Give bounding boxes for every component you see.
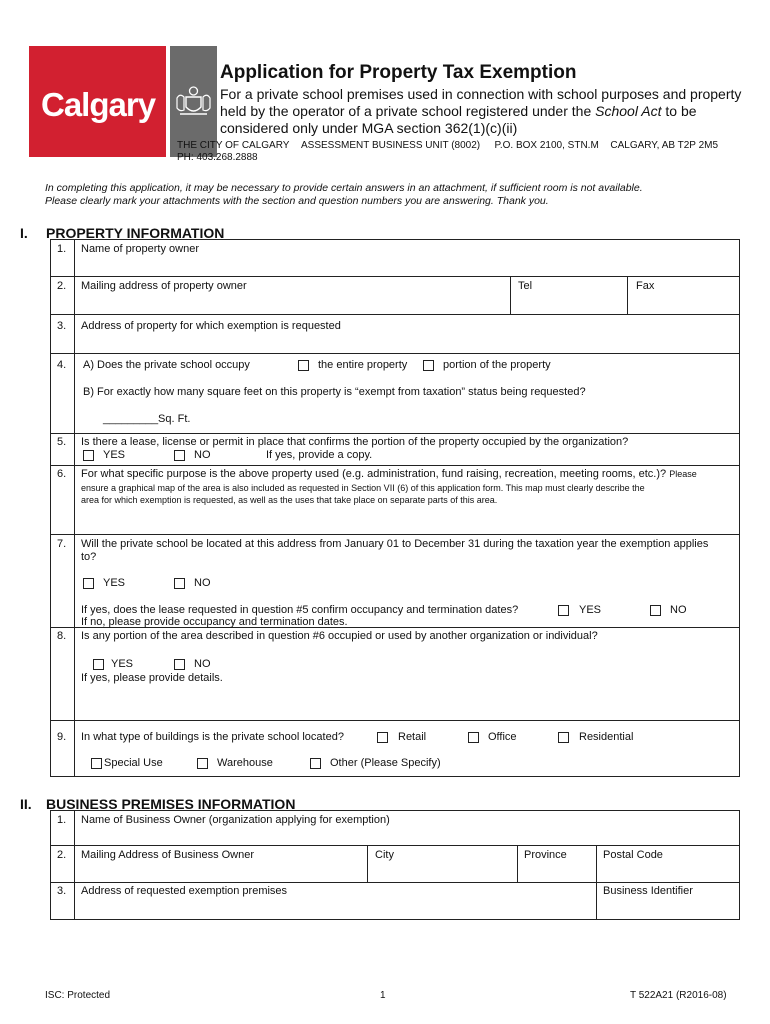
q7-followup-no-checkbox[interactable]: [650, 605, 661, 616]
q2-number: 2.: [57, 280, 67, 292]
property-purpose-label: For what specific purpose is the above property used (e.g. administration, fund raising, recreation, meeting rooms, etc.)? Please: [81, 468, 697, 480]
q5-yes-checkbox[interactable]: [83, 450, 94, 461]
footer-page-number: 1: [380, 990, 386, 1001]
q7-question-line1: Will the private school be located at this address from January 01 to December 31 during the taxation year the exemption applies: [81, 538, 709, 550]
q8-note: If yes, please provide details.: [81, 672, 223, 684]
business-postal-code-label: Postal Code: [603, 849, 663, 861]
residential-label: Residential: [579, 731, 634, 743]
q5-note: If yes, provide a copy.: [266, 449, 373, 461]
business-mailing-address-label: Mailing Address of Business Owner: [81, 849, 255, 861]
q5-no-label: NO: [194, 449, 211, 461]
section2-number: II.: [20, 796, 32, 812]
sqft-field[interactable]: _________Sq. Ft.: [103, 413, 191, 425]
exemption-premises-address-label: Address of requested exemption premises: [81, 885, 288, 897]
q7-followup-yes-label: YES: [579, 604, 602, 616]
section1-number: I.: [20, 225, 28, 241]
warehouse-checkbox[interactable]: [197, 758, 208, 769]
shared-use-question: Is any portion of the area described in question #6 occupied or used by another organization or individual?: [81, 630, 598, 642]
q7-no-checkbox[interactable]: [174, 578, 185, 589]
footer-classification: ISC: Protected: [45, 990, 111, 1001]
lease-question-label: Is there a lease, license or permit in place that confirms the portion of the property occupied by the organization?: [81, 436, 629, 448]
office-checkbox[interactable]: [468, 732, 479, 743]
s2-q3-number: 3.: [57, 885, 67, 897]
q7-question-line2: to?: [81, 551, 97, 563]
q8-number: 8.: [57, 630, 67, 642]
owner-fax-label: Fax: [636, 280, 655, 292]
form-title: Application for Property Tax Exemption: [220, 62, 577, 83]
logo-text: Calgary: [41, 86, 156, 123]
portion-property-checkbox[interactable]: [423, 360, 434, 371]
special-use-label: Special Use: [104, 757, 163, 769]
q7-no-label: NO: [194, 577, 211, 589]
intro-instructions: In completing this application, it may be necessary to provide certain answers in an attachment, if sufficient room is not available. Please clearly mark your attachments with the section and question numbers you are answering. Thank you.: [45, 182, 643, 207]
q8-no-label: NO: [194, 658, 211, 670]
office-address: THE CITY OF CALGARY ASSESSMENT BUSINESS UNIT (8002) P.O. BOX 2100, STN.M CALGARY, AB T2P 2M5 PH: 403.268.2888: [177, 140, 724, 164]
residential-checkbox[interactable]: [558, 732, 569, 743]
q7-yes-checkbox[interactable]: [83, 578, 94, 589]
q9-number: 9.: [57, 731, 67, 743]
q1-number: 1.: [57, 243, 67, 255]
s2-q2-number: 2.: [57, 849, 67, 861]
q7-followup-note: If no, please provide occupancy and termination dates.: [81, 616, 348, 628]
q4a-label: A) Does the private school occupy: [83, 359, 250, 371]
portion-property-label: portion of the property: [443, 359, 551, 371]
q7-number: 7.: [57, 538, 67, 550]
q6-number: 6.: [57, 468, 67, 480]
q3-number: 3.: [57, 320, 67, 332]
q8-no-checkbox[interactable]: [174, 659, 185, 670]
q7-followup-yes-checkbox[interactable]: [558, 605, 569, 616]
q4b-label: B) For exactly how many square feet on this property is “exempt from taxation” status being requested?: [83, 386, 586, 398]
footer-form-number: T 522A21 (R2016-08): [630, 990, 727, 1001]
section2-table: [50, 810, 740, 920]
form-subtitle: For a private school premises used in connection with school purposes and property held by the operator of a private school registered under the School Act to be considered only under MGA section 362(1)(c)(ii): [220, 86, 742, 136]
calgary-logo: [29, 46, 166, 157]
business-owner-name-label: Name of Business Owner (organization applying for exemption): [81, 814, 390, 826]
owner-tel-label: Tel: [518, 280, 533, 292]
q7-followup-no-label: NO: [670, 604, 687, 616]
section1-title: PROPERTY INFORMATION: [46, 225, 225, 241]
q8-yes-checkbox[interactable]: [93, 659, 104, 670]
other-label: Other (Please Specify): [330, 757, 441, 769]
q5-no-checkbox[interactable]: [174, 450, 185, 461]
retail-label: Retail: [398, 731, 427, 743]
q7-yes-label: YES: [103, 577, 126, 589]
q8-yes-label: YES: [111, 658, 134, 670]
warehouse-label: Warehouse: [217, 757, 273, 769]
map-instruction-line2: area for which exemption is requested, as well as the uses that take place on separate parts of this area.: [81, 495, 498, 505]
business-city-label: City: [375, 849, 394, 861]
business-identifier-label: Business Identifier: [603, 885, 693, 897]
q4-number: 4.: [57, 359, 67, 371]
office-phone: PH: 403.268.2888: [177, 152, 258, 163]
office-label: Office: [488, 731, 517, 743]
s2-q1-number: 1.: [57, 814, 67, 826]
retail-checkbox[interactable]: [377, 732, 388, 743]
q7-followup-question: If yes, does the lease requested in question #5 confirm occupancy and termination dates?: [81, 604, 519, 616]
entire-property-label: the entire property: [318, 359, 408, 371]
building-type-question: In what type of buildings is the private school located?: [81, 731, 344, 743]
section2-title: BUSINESS PREMISES INFORMATION: [46, 796, 296, 812]
special-use-checkbox[interactable]: [91, 758, 102, 769]
owner-mailing-address-label: Mailing address of property owner: [81, 280, 247, 292]
property-owner-name-label: Name of property owner: [81, 243, 199, 255]
q5-number: 5.: [57, 436, 67, 448]
entire-property-checkbox[interactable]: [298, 360, 309, 371]
section1-table: [50, 239, 740, 777]
business-province-label: Province: [524, 849, 567, 861]
q5-yes-label: YES: [103, 449, 126, 461]
exemption-property-address-label: Address of property for which exemption is requested: [81, 320, 341, 332]
map-instruction-line1: ensure a graphical map of the area is also included as requested in Section VII (6) of this application form. This map must clearly describe the: [81, 483, 645, 493]
other-checkbox[interactable]: [310, 758, 321, 769]
